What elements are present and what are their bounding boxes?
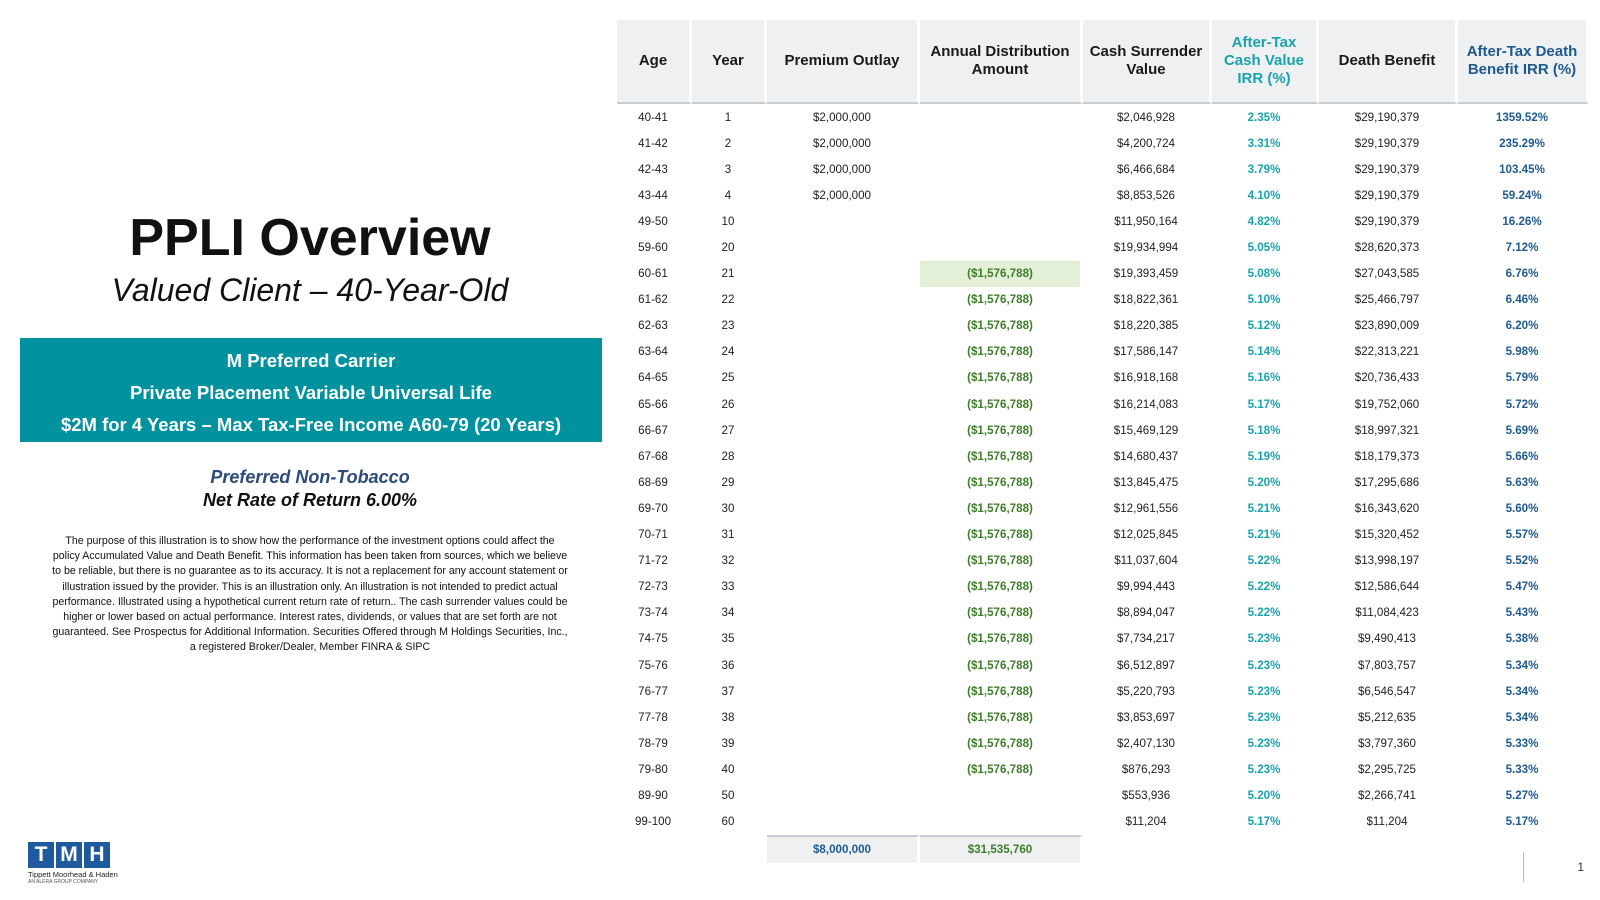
- cell-age: 60-61: [617, 261, 692, 287]
- cell-cash-value: $12,961,556: [1083, 495, 1212, 521]
- table-row: [617, 809, 1589, 835]
- cell-age: 41-42: [617, 130, 692, 156]
- cell-year: 4: [692, 182, 767, 208]
- cell-death-benefit: $12,586,644: [1319, 574, 1458, 600]
- cell-distribution: ($1,576,788): [920, 391, 1083, 417]
- cell-death-irr: 5.38%: [1458, 626, 1589, 652]
- total-premium: $8,000,000: [767, 835, 920, 863]
- cell-cash-irr: 5.22%: [1212, 574, 1319, 600]
- table-row: [617, 652, 1589, 678]
- cell-cash-irr: 5.18%: [1212, 417, 1319, 443]
- table-row: [617, 104, 1589, 130]
- cell-death-benefit: $29,190,379: [1319, 208, 1458, 234]
- cell-premium: [767, 339, 920, 365]
- cell-death-benefit: $20,736,433: [1319, 365, 1458, 391]
- cell-premium: [767, 522, 920, 548]
- page-subtitle: Valued Client – 40-Year-Old: [111, 272, 509, 308]
- cell-premium: [767, 261, 920, 287]
- cell-premium: $2,000,000: [767, 156, 920, 182]
- cell-distribution: ($1,576,788): [920, 261, 1083, 287]
- cell-cash-value: $3,853,697: [1083, 704, 1212, 730]
- cell-death-irr: 5.63%: [1458, 469, 1589, 495]
- cell-cash-value: $2,407,130: [1083, 730, 1212, 756]
- cell-premium: $2,000,000: [767, 182, 920, 208]
- cell-premium: [767, 365, 920, 391]
- cell-distribution: ($1,576,788): [920, 626, 1083, 652]
- col-header-death-benefit: Death Benefit: [1319, 20, 1458, 104]
- table-row: [617, 522, 1589, 548]
- cell-cash-value: $6,466,684: [1083, 156, 1212, 182]
- cell-premium: [767, 730, 920, 756]
- cell-death-benefit: $29,190,379: [1319, 130, 1458, 156]
- cell-premium: [767, 443, 920, 469]
- cell-cash-value: $11,950,164: [1083, 208, 1212, 234]
- cell-age: 65-66: [617, 391, 692, 417]
- cell-distribution: ($1,576,788): [920, 600, 1083, 626]
- cell-distribution: ($1,576,788): [920, 469, 1083, 495]
- cell-death-benefit: $11,204: [1319, 809, 1458, 835]
- cell-death-irr: 1359.52%: [1458, 104, 1589, 130]
- cell-cash-value: $17,586,147: [1083, 339, 1212, 365]
- cell-year: 22: [692, 287, 767, 313]
- cell-age: 89-90: [617, 782, 692, 808]
- cell-cash-irr: 5.17%: [1212, 391, 1319, 417]
- banner-plan: $2M for 4 Years – Max Tax-Free Income A60-79 (20 Years): [60, 414, 562, 435]
- cell-year: 37: [692, 678, 767, 704]
- cell-distribution: [920, 809, 1083, 835]
- col-header-distribution: Annual Distribution Amount: [920, 20, 1083, 104]
- cell-age: 73-74: [617, 600, 692, 626]
- illustration-table: [617, 20, 1589, 863]
- cell-death-irr: 235.29%: [1458, 130, 1589, 156]
- cell-age: 59-60: [617, 234, 692, 260]
- cell-cash-irr: 5.21%: [1212, 495, 1319, 521]
- cell-year: 25: [692, 365, 767, 391]
- cell-death-irr: 6.20%: [1458, 313, 1589, 339]
- cell-cash-value: $18,220,385: [1083, 313, 1212, 339]
- cell-distribution: ($1,576,788): [920, 365, 1083, 391]
- cell-death-irr: 5.60%: [1458, 495, 1589, 521]
- cell-cash-value: $5,220,793: [1083, 678, 1212, 704]
- logo-letter-h: H: [84, 842, 110, 868]
- cell-death-irr: 5.52%: [1458, 548, 1589, 574]
- cell-cash-irr: 5.05%: [1212, 234, 1319, 260]
- cell-death-irr: 5.43%: [1458, 600, 1589, 626]
- cell-year: 38: [692, 704, 767, 730]
- logo-letters: [28, 842, 128, 868]
- cell-age: 67-68: [617, 443, 692, 469]
- cell-year: 39: [692, 730, 767, 756]
- cell-death-benefit: $18,997,321: [1319, 417, 1458, 443]
- cell-cash-irr: 3.31%: [1212, 130, 1319, 156]
- table-row: [617, 391, 1589, 417]
- cell-death-benefit: $28,620,373: [1319, 234, 1458, 260]
- table-row: [617, 730, 1589, 756]
- cell-age: 43-44: [617, 182, 692, 208]
- cell-death-benefit: $29,190,379: [1319, 156, 1458, 182]
- cell-year: 3: [692, 156, 767, 182]
- cell-distribution: ($1,576,788): [920, 522, 1083, 548]
- cell-cash-value: $6,512,897: [1083, 652, 1212, 678]
- cell-cash-irr: 5.23%: [1212, 626, 1319, 652]
- table-row: [617, 208, 1589, 234]
- cell-distribution: [920, 234, 1083, 260]
- cell-cash-value: $11,204: [1083, 809, 1212, 835]
- cell-distribution: ($1,576,788): [920, 678, 1083, 704]
- cell-year: 10: [692, 208, 767, 234]
- cell-distribution: [920, 182, 1083, 208]
- cell-premium: [767, 574, 920, 600]
- cell-distribution: ($1,576,788): [920, 287, 1083, 313]
- cell-cash-value: $16,214,083: [1083, 391, 1212, 417]
- cell-death-benefit: $16,343,620: [1319, 495, 1458, 521]
- cell-death-irr: 5.34%: [1458, 678, 1589, 704]
- cell-cash-value: $876,293: [1083, 756, 1212, 782]
- cell-distribution: ($1,576,788): [920, 548, 1083, 574]
- table-row: [617, 130, 1589, 156]
- cell-cash-irr: 5.20%: [1212, 469, 1319, 495]
- cell-death-irr: 7.12%: [1458, 234, 1589, 260]
- table-row: [617, 417, 1589, 443]
- cell-cash-value: $9,994,443: [1083, 574, 1212, 600]
- cell-premium: [767, 678, 920, 704]
- cell-death-irr: 6.46%: [1458, 287, 1589, 313]
- logo-letter-m: M: [56, 842, 82, 868]
- cell-age: 49-50: [617, 208, 692, 234]
- cell-death-irr: 5.79%: [1458, 365, 1589, 391]
- cell-premium: [767, 234, 920, 260]
- cell-cash-value: $7,734,217: [1083, 626, 1212, 652]
- cell-cash-irr: 5.20%: [1212, 782, 1319, 808]
- table-row: [617, 782, 1589, 808]
- cell-death-benefit: $17,295,686: [1319, 469, 1458, 495]
- cell-cash-irr: 5.23%: [1212, 678, 1319, 704]
- cell-death-benefit: $29,190,379: [1319, 104, 1458, 130]
- table-row: [617, 600, 1589, 626]
- page-number: 1: [1523, 852, 1584, 882]
- total-empty-cell: [1083, 835, 1212, 863]
- cell-age: 69-70: [617, 495, 692, 521]
- cell-premium: [767, 208, 920, 234]
- logo-letter-t: T: [28, 842, 54, 868]
- cell-premium: [767, 495, 920, 521]
- cell-death-irr: 16.26%: [1458, 208, 1589, 234]
- cell-distribution: ($1,576,788): [920, 652, 1083, 678]
- table-row: [617, 313, 1589, 339]
- cell-cash-irr: 5.17%: [1212, 809, 1319, 835]
- cell-cash-irr: 2.35%: [1212, 104, 1319, 130]
- total-distribution: $31,535,760: [920, 835, 1083, 863]
- cell-cash-value: $13,845,475: [1083, 469, 1212, 495]
- cell-cash-value: $4,200,724: [1083, 130, 1212, 156]
- cell-premium: [767, 704, 920, 730]
- risk-class: Preferred Non-Tobacco: [210, 467, 410, 487]
- cell-distribution: ($1,576,788): [920, 495, 1083, 521]
- cell-death-irr: 5.98%: [1458, 339, 1589, 365]
- cell-death-irr: 5.34%: [1458, 704, 1589, 730]
- cell-cash-value: $8,853,526: [1083, 182, 1212, 208]
- cell-age: 42-43: [617, 156, 692, 182]
- cell-death-irr: 5.27%: [1458, 782, 1589, 808]
- overview-panel: [0, 0, 620, 900]
- banner-product: Private Placement Variable Universal Life: [130, 382, 492, 403]
- cell-death-irr: 59.24%: [1458, 182, 1589, 208]
- cell-cash-value: $15,469,129: [1083, 417, 1212, 443]
- cell-cash-value: $11,037,604: [1083, 548, 1212, 574]
- cell-cash-value: $2,046,928: [1083, 104, 1212, 130]
- cell-death-benefit: $5,212,635: [1319, 704, 1458, 730]
- net-rate-of-return: Net Rate of Return 6.00%: [202, 490, 418, 510]
- cell-cash-irr: 5.21%: [1212, 522, 1319, 548]
- cell-cash-value: $16,918,168: [1083, 365, 1212, 391]
- cell-year: 28: [692, 443, 767, 469]
- cell-cash-value: $19,393,459: [1083, 261, 1212, 287]
- cell-distribution: [920, 208, 1083, 234]
- cell-age: 61-62: [617, 287, 692, 313]
- cell-death-benefit: $27,043,585: [1319, 261, 1458, 287]
- table-header-row: [617, 20, 1589, 104]
- cell-age: 70-71: [617, 522, 692, 548]
- col-header-premium: Premium Outlay: [767, 20, 920, 104]
- cell-year: 36: [692, 652, 767, 678]
- cell-death-benefit: $22,313,221: [1319, 339, 1458, 365]
- cell-death-benefit: $3,797,360: [1319, 730, 1458, 756]
- cell-premium: [767, 548, 920, 574]
- table-row: [617, 443, 1589, 469]
- cell-cash-value: $18,822,361: [1083, 287, 1212, 313]
- table-row: [617, 704, 1589, 730]
- cell-premium: [767, 287, 920, 313]
- cell-death-benefit: $2,295,725: [1319, 756, 1458, 782]
- cell-premium: [767, 469, 920, 495]
- cell-year: 30: [692, 495, 767, 521]
- cell-premium: [767, 600, 920, 626]
- cell-premium: [767, 756, 920, 782]
- totals-row: [617, 835, 1589, 863]
- cell-cash-irr: 5.22%: [1212, 548, 1319, 574]
- illustration-table-wrapper: [617, 20, 1589, 863]
- cell-year: 32: [692, 548, 767, 574]
- table-body: [617, 104, 1589, 863]
- cell-distribution: ($1,576,788): [920, 730, 1083, 756]
- cell-premium: [767, 809, 920, 835]
- table-row: [617, 287, 1589, 313]
- cell-age: 78-79: [617, 730, 692, 756]
- logo-tagline: AN ALERA GROUP COMPANY: [28, 879, 99, 885]
- cell-distribution: ($1,576,788): [920, 417, 1083, 443]
- cell-death-benefit: $2,266,741: [1319, 782, 1458, 808]
- cell-cash-irr: 5.12%: [1212, 313, 1319, 339]
- table-row: [617, 678, 1589, 704]
- table-row: [617, 156, 1589, 182]
- table-row: [617, 261, 1589, 287]
- table-row: [617, 365, 1589, 391]
- cell-year: 27: [692, 417, 767, 443]
- total-empty-cell: [692, 835, 767, 863]
- cell-year: 2: [692, 130, 767, 156]
- cell-distribution: [920, 130, 1083, 156]
- cell-age: 40-41: [617, 104, 692, 130]
- disclaimer-text: The purpose of this illustration is to show how the performance of the investment options could affect the policy Accumulated Value and Death Benefit. This information has been taken from sources, which we believe to be reliable, but there is no guarantee as to its accuracy. It is not a replacement for any account statement or illustration issued by the provider. This is an illustration only. An illustration is not intended to predict actual performance. Illustrated using a hypothetical current return rate of return.. The cash surrender values could be higher or lower based on actual performance. Interest rates, dividends, or values that are set forth are not guaranteed. See Prospectus for Additional Information. Securities Offered through M Holdings Securities, Inc., a registered Broker/Dealer, Member FINRA & SIPC: [52, 535, 568, 654]
- cell-age: 64-65: [617, 365, 692, 391]
- cell-death-benefit: $6,546,547: [1319, 678, 1458, 704]
- col-header-year: Year: [692, 20, 767, 104]
- cell-death-benefit: $19,752,060: [1319, 391, 1458, 417]
- total-empty-cell: [617, 835, 692, 863]
- cell-cash-value: $8,894,047: [1083, 600, 1212, 626]
- cell-year: 35: [692, 626, 767, 652]
- cell-death-benefit: $13,998,197: [1319, 548, 1458, 574]
- table-row: [617, 234, 1589, 260]
- cell-death-benefit: $11,084,423: [1319, 600, 1458, 626]
- cell-cash-irr: 5.14%: [1212, 339, 1319, 365]
- cell-cash-value: $12,025,845: [1083, 522, 1212, 548]
- cell-death-benefit: $9,490,413: [1319, 626, 1458, 652]
- cell-cash-irr: 5.08%: [1212, 261, 1319, 287]
- cell-cash-value: $14,680,437: [1083, 443, 1212, 469]
- cell-distribution: ($1,576,788): [920, 574, 1083, 600]
- cell-death-irr: 5.33%: [1458, 730, 1589, 756]
- cell-age: 75-76: [617, 652, 692, 678]
- cell-premium: [767, 313, 920, 339]
- logo-company-name: Tippett Moorhead & Haden: [28, 870, 118, 879]
- table-row: [617, 495, 1589, 521]
- table-row: [617, 469, 1589, 495]
- col-header-cash-irr: After-Tax Cash Value IRR (%): [1212, 20, 1319, 104]
- col-header-age: Age: [617, 20, 692, 104]
- cell-age: 68-69: [617, 469, 692, 495]
- carrier-banner: [20, 338, 602, 442]
- cell-premium: [767, 782, 920, 808]
- table-row: [617, 756, 1589, 782]
- cell-age: 99-100: [617, 809, 692, 835]
- cell-cash-irr: 4.82%: [1212, 208, 1319, 234]
- cell-year: 26: [692, 391, 767, 417]
- table-row: [617, 339, 1589, 365]
- cell-death-benefit: $23,890,009: [1319, 313, 1458, 339]
- cell-death-benefit: $7,803,757: [1319, 652, 1458, 678]
- table-row: [617, 626, 1589, 652]
- cell-age: 76-77: [617, 678, 692, 704]
- cell-death-benefit: $25,466,797: [1319, 287, 1458, 313]
- cell-cash-value: $553,936: [1083, 782, 1212, 808]
- col-header-death-irr: After-Tax Death Benefit IRR (%): [1458, 20, 1589, 104]
- cell-premium: [767, 626, 920, 652]
- cell-year: 24: [692, 339, 767, 365]
- cell-death-irr: 103.45%: [1458, 156, 1589, 182]
- cell-premium: $2,000,000: [767, 130, 920, 156]
- cell-cash-irr: 5.23%: [1212, 756, 1319, 782]
- cell-cash-value: $19,934,994: [1083, 234, 1212, 260]
- total-empty-cell: [1212, 835, 1319, 863]
- cell-year: 20: [692, 234, 767, 260]
- cell-death-benefit: $29,190,379: [1319, 182, 1458, 208]
- table-row: [617, 182, 1589, 208]
- cell-death-irr: 5.69%: [1458, 417, 1589, 443]
- cell-age: 79-80: [617, 756, 692, 782]
- cell-death-irr: 5.33%: [1458, 756, 1589, 782]
- cell-death-irr: 5.72%: [1458, 391, 1589, 417]
- cell-distribution: ($1,576,788): [920, 339, 1083, 365]
- cell-year: 40: [692, 756, 767, 782]
- cell-distribution: ($1,576,788): [920, 313, 1083, 339]
- col-header-cash-value: Cash Surrender Value: [1083, 20, 1212, 104]
- banner-carrier: M Preferred Carrier: [226, 350, 396, 371]
- cell-year: 34: [692, 600, 767, 626]
- cell-cash-irr: 5.19%: [1212, 443, 1319, 469]
- cell-distribution: [920, 156, 1083, 182]
- cell-age: 62-63: [617, 313, 692, 339]
- cell-premium: $2,000,000: [767, 104, 920, 130]
- tmh-logo: [28, 842, 128, 890]
- cell-death-irr: 5.47%: [1458, 574, 1589, 600]
- cell-cash-irr: 5.10%: [1212, 287, 1319, 313]
- cell-age: 66-67: [617, 417, 692, 443]
- cell-death-irr: 5.34%: [1458, 652, 1589, 678]
- cell-premium: [767, 652, 920, 678]
- cell-age: 63-64: [617, 339, 692, 365]
- cell-year: 21: [692, 261, 767, 287]
- cell-cash-irr: 5.22%: [1212, 600, 1319, 626]
- cell-distribution: [920, 104, 1083, 130]
- cell-death-irr: 5.66%: [1458, 443, 1589, 469]
- cell-age: 71-72: [617, 548, 692, 574]
- cell-year: 60: [692, 809, 767, 835]
- cell-age: 72-73: [617, 574, 692, 600]
- cell-year: 1: [692, 104, 767, 130]
- cell-death-benefit: $15,320,452: [1319, 522, 1458, 548]
- page-title: PPLI Overview: [129, 209, 491, 267]
- cell-death-irr: 5.57%: [1458, 522, 1589, 548]
- table-row: [617, 574, 1589, 600]
- cell-cash-irr: 5.23%: [1212, 730, 1319, 756]
- cell-year: 50: [692, 782, 767, 808]
- cell-distribution: ($1,576,788): [920, 704, 1083, 730]
- cell-cash-irr: 3.79%: [1212, 156, 1319, 182]
- cell-year: 29: [692, 469, 767, 495]
- table-row: [617, 548, 1589, 574]
- cell-cash-irr: 5.16%: [1212, 365, 1319, 391]
- cell-age: 77-78: [617, 704, 692, 730]
- cell-distribution: [920, 782, 1083, 808]
- cell-year: 23: [692, 313, 767, 339]
- total-empty-cell: [1319, 835, 1458, 863]
- cell-cash-irr: 5.23%: [1212, 652, 1319, 678]
- cell-age: 74-75: [617, 626, 692, 652]
- cell-year: 31: [692, 522, 767, 548]
- cell-premium: [767, 391, 920, 417]
- cell-cash-irr: 5.23%: [1212, 704, 1319, 730]
- cell-cash-irr: 4.10%: [1212, 182, 1319, 208]
- cell-distribution: ($1,576,788): [920, 443, 1083, 469]
- cell-death-irr: 5.17%: [1458, 809, 1589, 835]
- cell-year: 33: [692, 574, 767, 600]
- cell-premium: [767, 417, 920, 443]
- cell-distribution: ($1,576,788): [920, 756, 1083, 782]
- cell-death-benefit: $18,179,373: [1319, 443, 1458, 469]
- cell-death-irr: 6.76%: [1458, 261, 1589, 287]
